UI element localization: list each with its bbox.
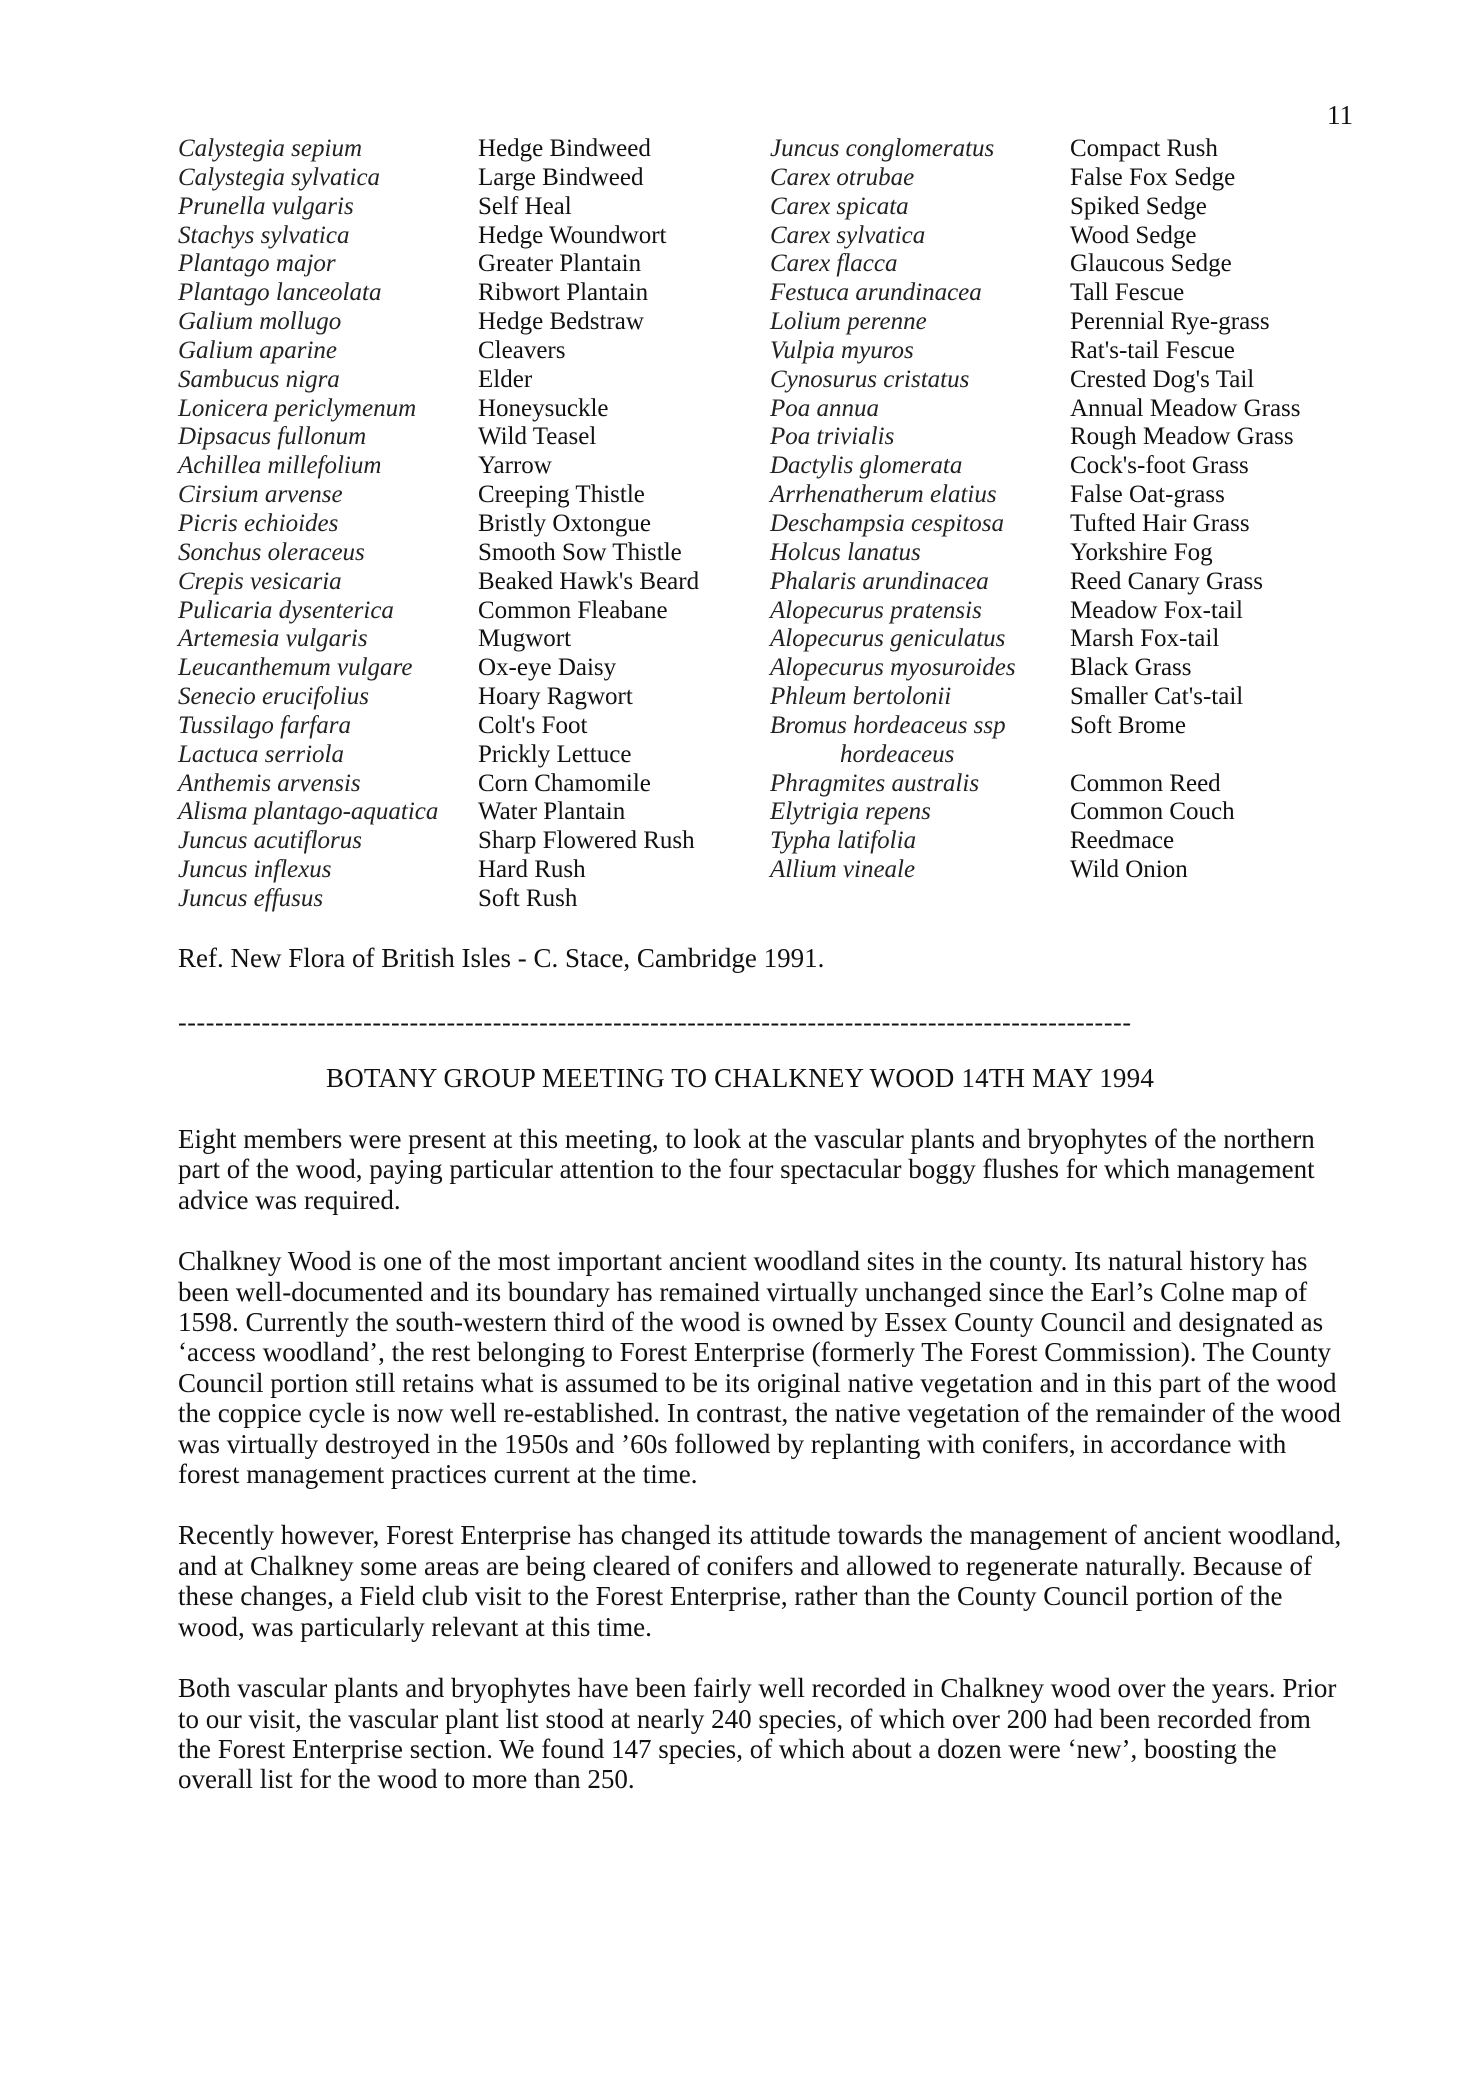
paragraph: Recently however, Forest Enterprise has changed its attitude towards the management of ancient woodland, and at Chalkney some areas are being cleared of conifers and allowed to regenerate naturally. Because of these changes, a Field club visit to the Forest Enterprise, rather than the County Council portion of the wood, was particularly relevant at this time. [178, 1520, 1342, 1642]
latin-name: hordeaceus [840, 740, 955, 768]
species-row [178, 193, 770, 222]
species-row [770, 395, 1350, 424]
paragraph: Both vascular plants and bryophytes have been fairly well recorded in Chalkney wood over the years. Prior to our visit, the vascular plant list stood at nearly 240 species, of which over 200 had been recorded from the Forest Enterprise section. We found 147 species, of which about a dozen were ‘new’, boosting the overall list for the wood to more than 250. [178, 1673, 1337, 1795]
common-name: Cleavers [478, 336, 566, 364]
common-name: Wild Teasel [478, 423, 597, 451]
common-name: Yorkshire Fog [1070, 538, 1213, 566]
latin-name: Alisma plantago-aquatica [178, 798, 439, 826]
latin-name: Anthemis arvensis [178, 769, 361, 797]
latin-name: Juncus effusus [178, 884, 324, 912]
latin-name: Phragmites australis [770, 769, 980, 797]
species-row [178, 625, 770, 654]
species-row [770, 337, 1350, 366]
common-name: Honeysuckle [478, 394, 609, 422]
latin-name: Leucanthemum vulgare [178, 654, 413, 682]
latin-name: Bromus hordeaceus ssp [770, 711, 1006, 739]
latin-name: Artemesia vulgaris [178, 625, 368, 653]
common-name: Reedmace [1070, 827, 1175, 855]
common-name: Tufted Hair Grass [1070, 509, 1250, 537]
species-row [770, 164, 1350, 193]
latin-name: Senecio erucifolius [178, 683, 369, 711]
common-name: Large Bindweed [478, 163, 644, 191]
common-name: Colt's Foot [478, 711, 588, 739]
latin-name: Cynosurus cristatus [770, 365, 970, 393]
latin-name: Tussilago farfara [178, 711, 351, 739]
species-row [178, 279, 770, 308]
species-row [770, 510, 1350, 539]
species-row [770, 222, 1350, 251]
common-name [1070, 741, 1350, 770]
species-row [178, 568, 770, 597]
reference-note: Ref. New Flora of British Isles - C. Stace, Cambridge 1991. [178, 943, 825, 973]
species-row [770, 539, 1350, 568]
species-row [770, 798, 1350, 827]
latin-name: Calystegia sylvatica [178, 163, 381, 191]
species-row [178, 366, 770, 395]
species-row [178, 539, 770, 568]
species-row [178, 827, 770, 856]
latin-name: Achillea millefolium [178, 452, 382, 480]
common-name: Meadow Fox-tail [1070, 596, 1243, 624]
common-name: Hedge Bindweed [478, 135, 651, 162]
common-name: Mugwort [478, 625, 572, 653]
common-name: Greater Plantain [478, 250, 642, 278]
common-name: Yarrow [478, 452, 552, 480]
species-row [770, 625, 1350, 654]
species-row [178, 885, 770, 914]
species-row [770, 452, 1350, 481]
species-row [770, 597, 1350, 626]
species-row [178, 654, 770, 683]
paragraph: Eight members were present at this meeting, to look at the vascular plants and bryophytes of the northern part of the wood, paying particular attention to the four spectacular boggy flushes for which management advice was required. [178, 1124, 1315, 1215]
common-name: Black Grass [1070, 654, 1192, 682]
species-row [770, 279, 1350, 308]
common-name: Annual Meadow Grass [1070, 394, 1301, 422]
latin-name: Alopecurus myosuroides [770, 654, 1016, 682]
section-title: BOTANY GROUP MEETING TO CHALKNEY WOOD 14TH MAY 1994 [325, 1063, 1155, 1093]
species-row [770, 308, 1350, 337]
latin-name: Elytrigia repens [770, 798, 931, 826]
latin-name: Festuca arundinacea [770, 279, 982, 307]
common-name: Ox-eye Daisy [478, 654, 617, 682]
species-row [178, 164, 770, 193]
latin-name: Sambucus nigra [178, 365, 340, 393]
common-name: Wild Onion [1070, 856, 1188, 884]
common-name: Smooth Sow Thistle [478, 538, 682, 566]
latin-name: Vulpia myuros [770, 336, 914, 364]
latin-name: Galium aparine [178, 336, 338, 364]
species-row [178, 452, 770, 481]
latin-name: Prunella vulgaris [178, 192, 354, 220]
species-column-right [770, 135, 1350, 914]
common-name: Hedge Woundwort [478, 221, 667, 249]
common-name: Smaller Cat's-tail [1070, 683, 1244, 711]
species-row [770, 250, 1350, 279]
latin-name: Plantago lanceolata [178, 279, 382, 307]
common-name: Creeping Thistle [478, 481, 645, 509]
species-row [770, 741, 1350, 770]
common-name: Ribwort Plantain [478, 279, 649, 307]
latin-name: Crepis vesicaria [178, 567, 342, 595]
common-name: Corn Chamomile [478, 769, 651, 797]
latin-name: Dactylis glomerata [770, 452, 963, 480]
common-name: Common Fleabane [478, 596, 668, 624]
common-name: Reed Canary Grass [1070, 567, 1263, 595]
species-column-left [178, 135, 770, 914]
species-row [178, 395, 770, 424]
common-name: Bristly Oxtongue [478, 509, 651, 537]
species-row [770, 481, 1350, 510]
latin-name: Poa annua [770, 394, 880, 422]
species-row [770, 712, 1350, 741]
latin-name: Cirsium arvense [178, 481, 343, 509]
latin-name: Lactuca serriola [178, 740, 344, 768]
species-row [178, 712, 770, 741]
latin-name: Stachys sylvatica [178, 221, 350, 249]
page-number: 11 [1327, 100, 1353, 130]
species-row [178, 481, 770, 510]
common-name: Self Heal [478, 192, 572, 220]
common-name: Sharp Flowered Rush [478, 827, 695, 855]
latin-name: Allium vineale [770, 856, 916, 884]
common-name: Prickly Lettuce [478, 740, 632, 768]
species-row [178, 308, 770, 337]
latin-name: Carex spicata [770, 192, 909, 220]
common-name: Rat's-tail Fescue [1070, 336, 1235, 364]
latin-name: Plantago major [178, 250, 336, 278]
species-row [178, 741, 770, 770]
species-row [770, 193, 1350, 222]
latin-name: Carex flacca [770, 250, 898, 278]
species-row [770, 683, 1350, 712]
latin-name: Calystegia sepium [178, 135, 363, 162]
common-name: Cock's-foot Grass [1070, 452, 1249, 480]
common-name: Water Plantain [478, 798, 626, 826]
species-row [770, 770, 1350, 799]
common-name: Spiked Sedge [1070, 192, 1207, 220]
latin-name: Carex otrubae [770, 163, 915, 191]
common-name: Compact Rush [1070, 135, 1218, 162]
common-name: Soft Brome [1070, 711, 1186, 739]
latin-name: Alopecurus pratensis [770, 596, 982, 624]
article-body [178, 1124, 1346, 1826]
common-name: Common Reed [1070, 769, 1221, 797]
species-row [770, 135, 1350, 164]
latin-name: Picris echioides [178, 509, 339, 537]
latin-name: Deschampsia cespitosa [770, 509, 1004, 537]
species-row [770, 568, 1350, 597]
common-name: Hedge Bedstraw [478, 308, 644, 336]
latin-name: Alopecurus geniculatus [770, 625, 1006, 653]
common-name: Hoary Ragwort [478, 683, 633, 711]
common-name: Soft Rush [478, 884, 578, 912]
latin-name: Phalaris arundinacea [770, 567, 989, 595]
common-name: False Fox Sedge [1070, 163, 1236, 191]
species-row [770, 366, 1350, 395]
latin-name: Dipsacus fullonum [178, 423, 367, 451]
species-row [178, 683, 770, 712]
latin-name: Holcus lanatus [770, 538, 921, 566]
latin-name: Galium mollugo [178, 308, 342, 336]
common-name: Marsh Fox-tail [1070, 625, 1220, 653]
species-row [770, 654, 1350, 683]
latin-name: Arrhenatherum elatius [770, 481, 997, 509]
latin-name: Juncus conglomeratus [770, 135, 995, 162]
latin-name: Juncus inflexus [178, 856, 332, 884]
latin-name: Typha latifolia [770, 827, 917, 855]
latin-name: Lolium perenne [770, 308, 927, 336]
common-name: Hard Rush [478, 856, 586, 884]
latin-name: Lonicera periclymenum [178, 394, 417, 422]
latin-name: Sonchus oleraceus [178, 538, 365, 566]
species-row [770, 856, 1350, 885]
latin-name: Pulicaria dysenterica [178, 596, 394, 624]
species-row [178, 250, 770, 279]
latin-name: Poa trivialis [770, 423, 895, 451]
common-name: Common Couch [1070, 798, 1235, 826]
paragraph: Chalkney Wood is one of the most important ancient woodland sites in the county. Its natural history has been well-documented and its boundary has remained virtually unchanged since the Earl’s Colne map of 1598. Currently the south-western third of the wood is owned by Essex County Council and designated as ‘access woodland’, the rest belonging to Forest Enterprise (formerly The Forest Commission). The County Council portion still retains what is assumed to be its original native vegetation and in this part of the wood the coppice cycle is now well re-established. In contrast, the native vegetation of the remainder of the wood was virtually destroyed in the 1950s and ’60s followed by replanting with conifers, in accordance with forest management practices current at the time. [178, 1246, 1341, 1490]
latin-name: Carex sylvatica [770, 221, 926, 249]
species-row [178, 597, 770, 626]
common-name: False Oat-grass [1070, 481, 1225, 509]
common-name: Elder [478, 365, 533, 393]
species-row [178, 510, 770, 539]
species-row [178, 856, 770, 885]
common-name: Wood Sedge [1070, 221, 1197, 249]
species-row [178, 423, 770, 452]
common-name: Glaucous Sedge [1070, 250, 1232, 278]
common-name: Beaked Hawk's Beard [478, 567, 700, 595]
latin-name: Juncus acutiflorus [178, 827, 363, 855]
species-row [178, 135, 770, 164]
common-name: Tall Fescue [1070, 279, 1185, 307]
common-name: Perennial Rye-grass [1070, 308, 1270, 336]
species-row [178, 222, 770, 251]
species-row [178, 798, 770, 827]
species-row [178, 337, 770, 366]
species-row [770, 423, 1350, 452]
species-row [770, 827, 1350, 856]
latin-name: Phleum bertolonii [770, 683, 952, 711]
common-name: Rough Meadow Grass [1070, 423, 1294, 451]
species-list [178, 135, 1328, 914]
species-row [178, 770, 770, 799]
common-name: Crested Dog's Tail [1070, 365, 1255, 393]
section-divider: ------------------------------------------------------------------------------------------------------- [178, 1008, 1132, 1037]
